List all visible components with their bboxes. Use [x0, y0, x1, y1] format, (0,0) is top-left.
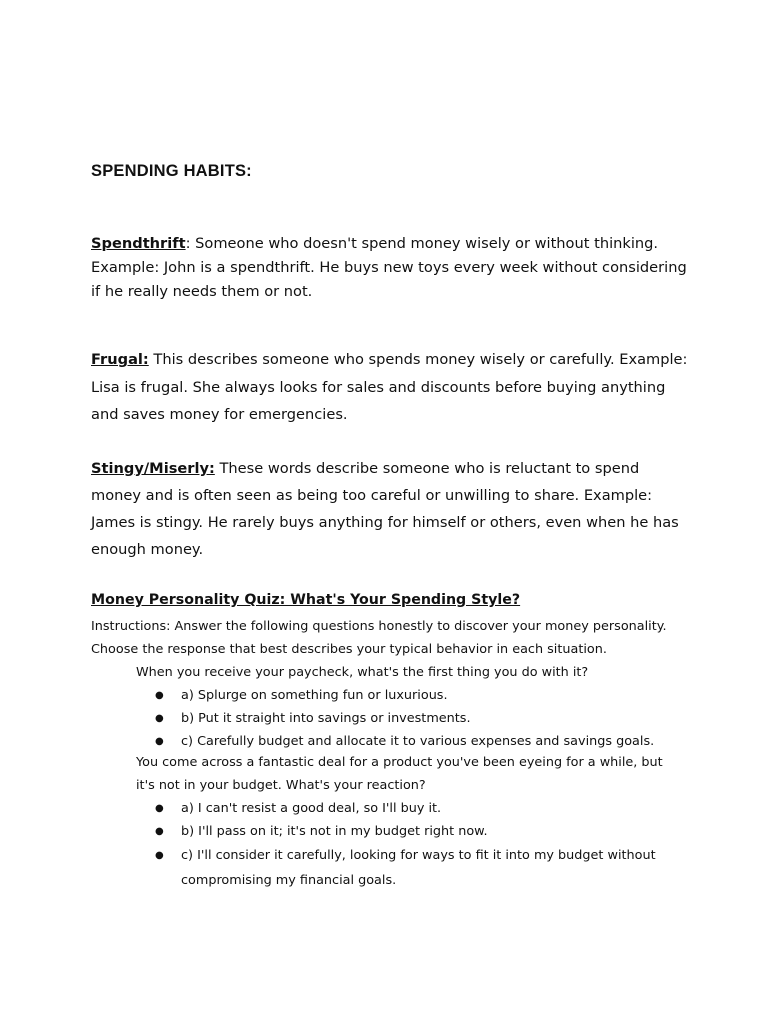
option-text: b) I'll pass on it; it's not in my budget right now. [181, 824, 488, 839]
quiz-question-1-options [155, 684, 685, 753]
bullet-icon: ● [155, 713, 164, 724]
quiz-question-1: When you receive your paycheck, what's the first thing you do with it? [136, 665, 589, 680]
definition-text-stingy: These words describe someone who is reluctant to spend money and is often seen as being too careful or unwilling to share. Example: James is stingy. He rarely buys anything for himself or others, even when he has enough money. [91, 460, 679, 558]
bullet-icon: ● [155, 850, 164, 861]
definition-text-spendthrift: : Someone who doesn't spend money wisely or without thinking. Example: John is a spendthrift. He buys new toys every week without considering if he really needs them or not. [91, 235, 687, 300]
list-item [155, 843, 685, 893]
quiz-question-2-options [155, 797, 685, 893]
list-item [155, 820, 685, 843]
bullet-icon: ● [155, 826, 164, 837]
list-item [155, 797, 685, 820]
term-frugal: Frugal: [91, 351, 149, 368]
page-title: SPENDING HABITS: [91, 162, 252, 180]
quiz-instructions: Instructions: Answer the following questions honestly to discover your money personality. Choose the response that best describes your typical behavior in each situation. [91, 619, 667, 657]
definition-spendthrift [91, 232, 691, 304]
option-text: a) I can't resist a good deal, so I'll buy it. [181, 801, 442, 816]
quiz-question-2: You come across a fantastic deal for a product you've been eyeing for a while, but it's not in your budget. What's your reaction? [136, 755, 663, 793]
option-text: c) Carefully budget and allocate it to various expenses and savings goals. [181, 734, 655, 749]
option-text: b) Put it straight into savings or investments. [181, 711, 471, 726]
bullet-icon: ● [155, 736, 164, 747]
list-item [155, 684, 685, 707]
bullet-icon: ● [155, 690, 164, 701]
option-text: c) I'll consider it carefully, looking for ways to fit it into my budget without compromising my financial goals. [181, 848, 656, 888]
definition-frugal [91, 346, 691, 429]
quiz-title: Money Personality Quiz: What's Your Spending Style? [91, 592, 521, 608]
list-item [155, 707, 685, 730]
definition-text-frugal: This describes someone who spends money wisely or carefully. Example: Lisa is frugal. She always looks for sales and discounts before buying anything and saves money for emergencies. [91, 351, 688, 423]
list-item [155, 730, 685, 753]
term-spendthrift: Spendthrift [91, 235, 186, 252]
term-stingy: Stingy/Miserly: [91, 460, 215, 477]
definition-stingy [91, 455, 691, 563]
bullet-icon: ● [155, 803, 164, 814]
option-text: a) Splurge on something fun or luxurious. [181, 688, 448, 703]
